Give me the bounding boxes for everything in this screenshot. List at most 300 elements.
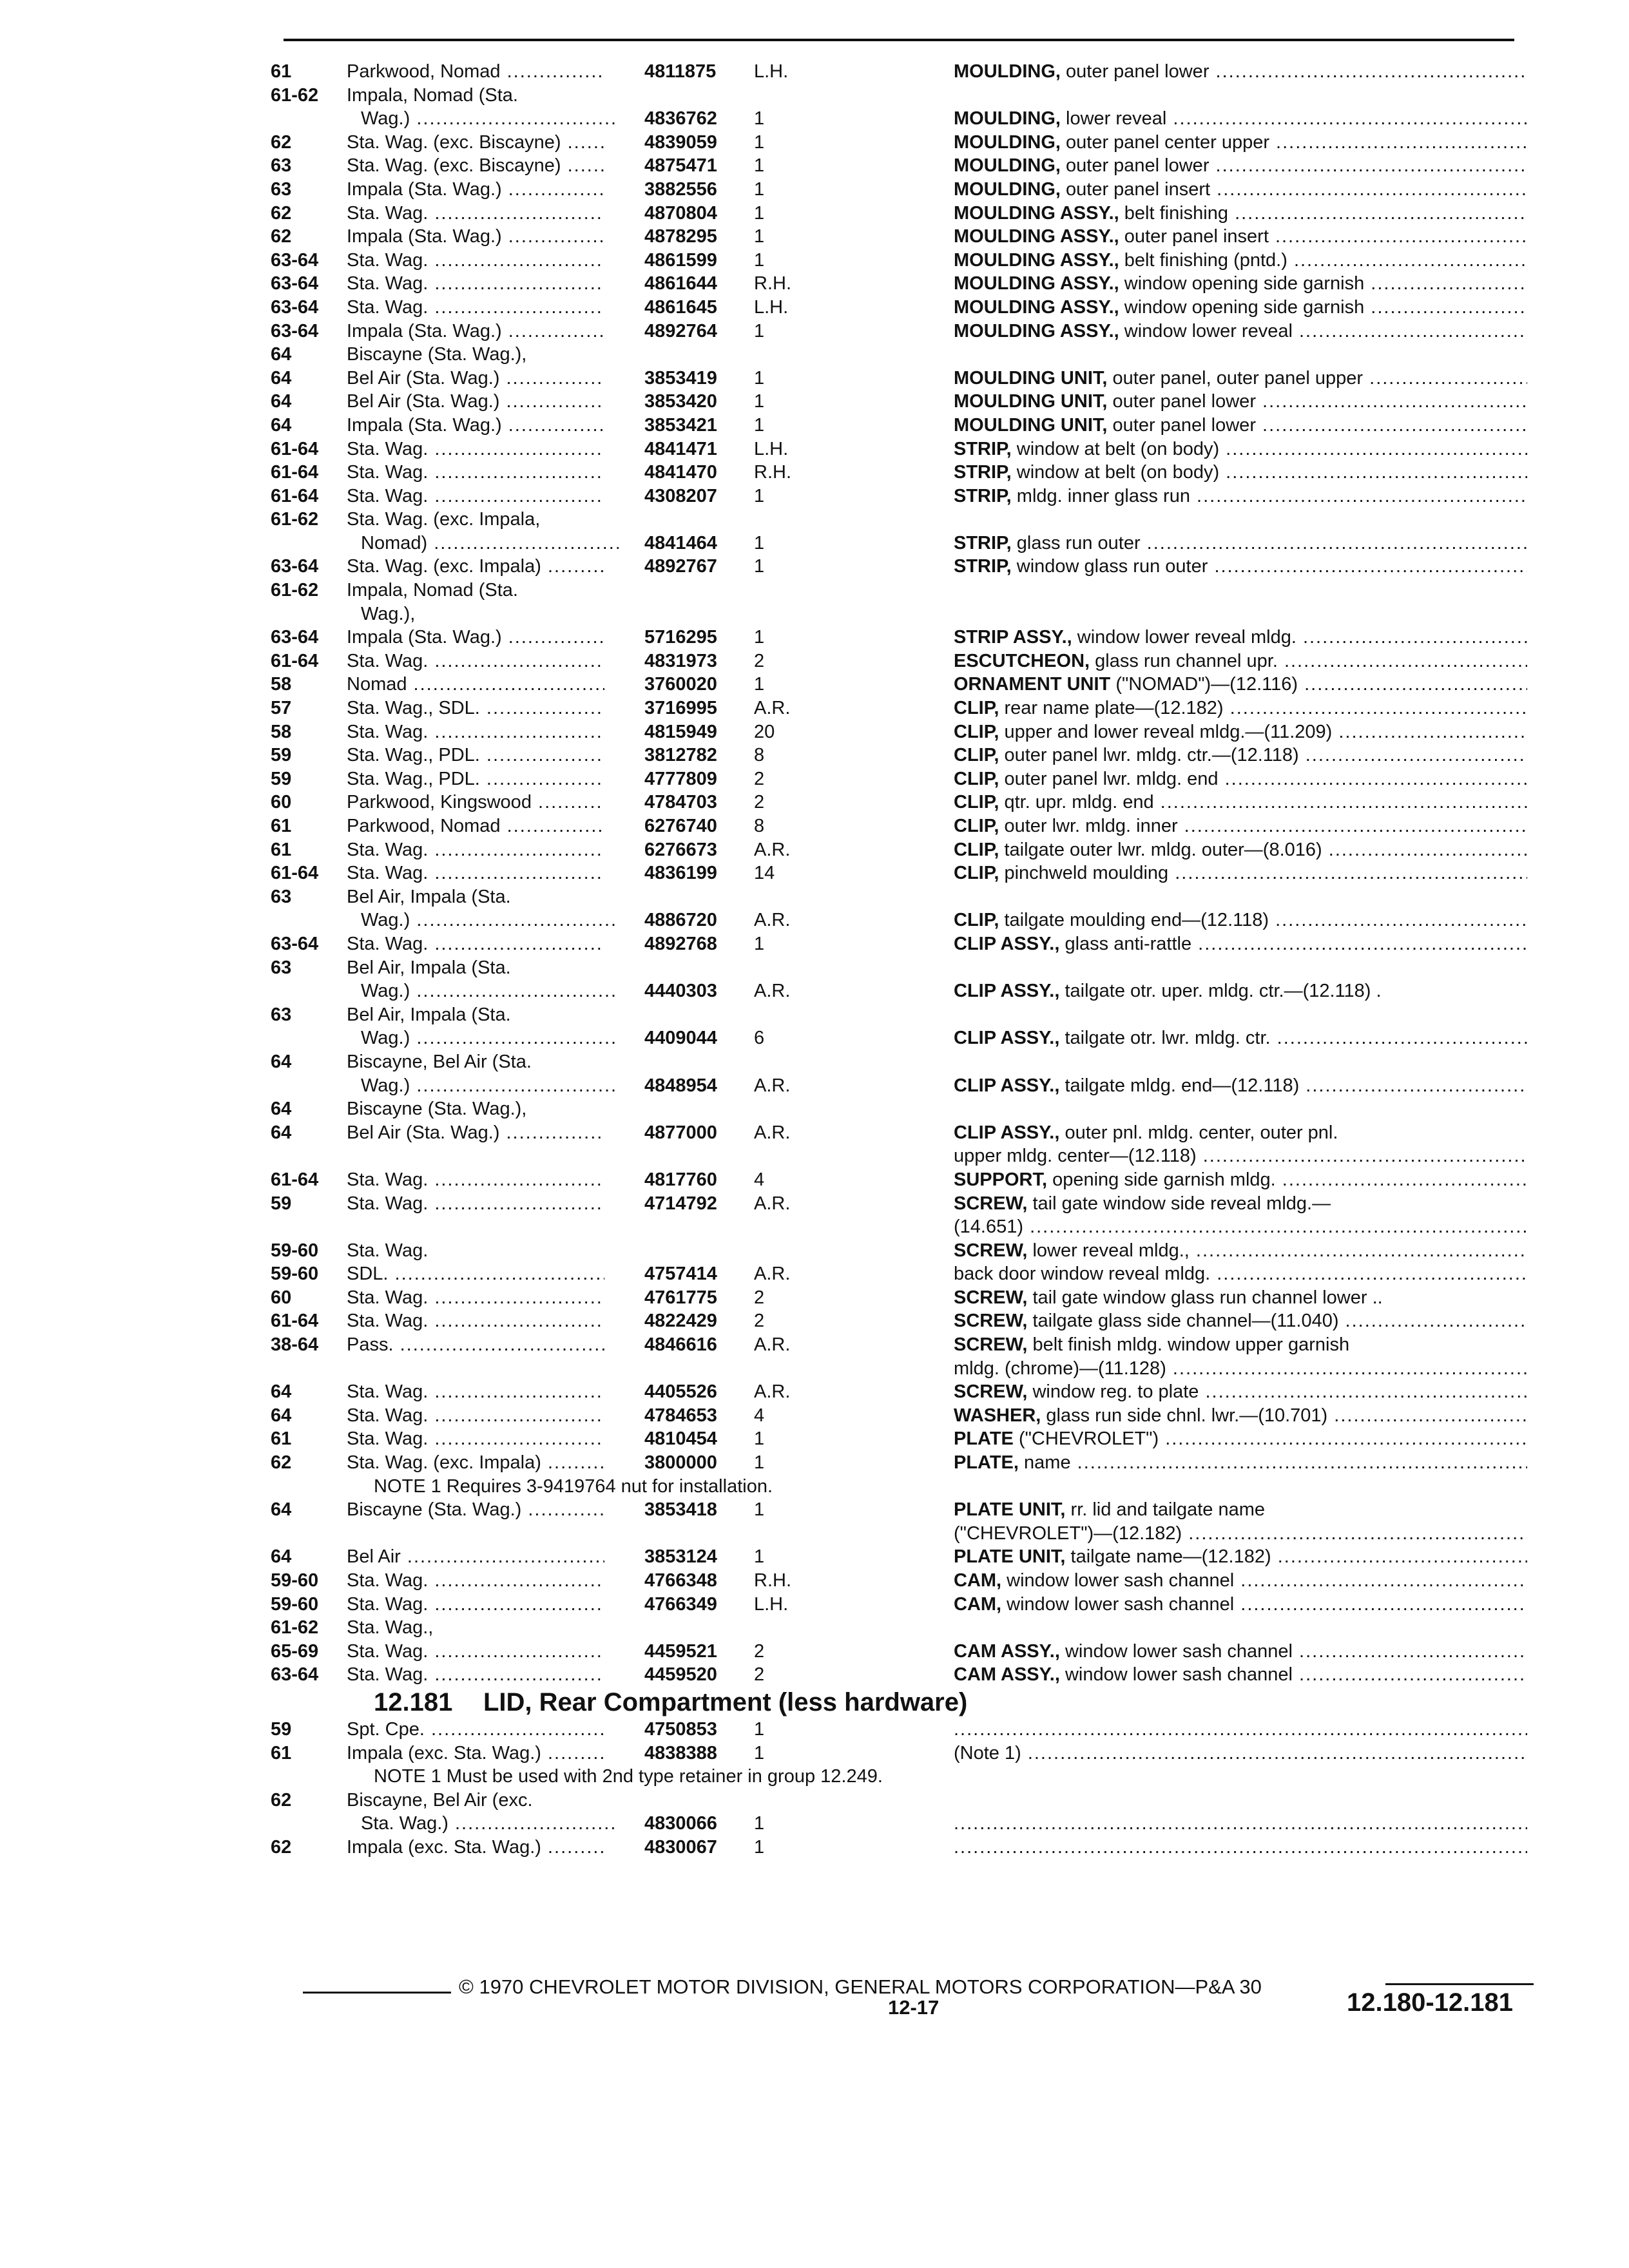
description-cell <box>954 1121 1527 1145</box>
description-cell <box>954 1309 1527 1333</box>
description-detail: tailgate otr. lwr. mldg. ctr. <box>1065 1028 1271 1049</box>
note-text: NOTE 1 Must be used with 2nd type retainer in group 12.249. <box>374 1766 883 1787</box>
description-cell <box>954 720 1527 744</box>
description-cell <box>954 1239 1527 1263</box>
table-row <box>271 1545 1527 1569</box>
quantity-cell: 2 <box>754 1664 765 1686</box>
footer-rule-right <box>1385 1983 1534 1985</box>
description-cell <box>954 1074 1527 1098</box>
description-detail: lower reveal <box>1066 108 1167 130</box>
part-number-cell: 6276673 <box>644 839 717 860</box>
description-cell <box>954 320 1527 343</box>
year-cell: 63-64 <box>271 296 319 318</box>
description-cell <box>954 390 1527 414</box>
parts-list <box>271 60 1527 1860</box>
model-cell: Wag.) ..... <box>361 1026 619 1050</box>
description-name: CLIP ASSY., <box>954 1075 1060 1096</box>
description-detail: tailgate name—(12.182) <box>1070 1546 1271 1568</box>
quantity-cell: 1 <box>754 1836 765 1858</box>
description-cell <box>954 1215 1527 1239</box>
top-rule <box>284 39 1514 41</box>
table-row <box>271 485 1527 508</box>
description-detail: outer pnl. mldg. center, outer pnl. <box>1065 1122 1338 1143</box>
description-name: CAM, <box>954 1593 1002 1615</box>
table-row <box>271 1026 1527 1050</box>
table-row <box>271 1380 1527 1404</box>
description-cell <box>954 1718 1527 1742</box>
quantity-cell: A.R. <box>754 1193 791 1214</box>
model-cell: Parkwood, Nomad ..... <box>347 60 604 84</box>
year-cell: 64 <box>271 1405 292 1426</box>
part-number-cell: 3853124 <box>644 1546 717 1568</box>
description-detail: window reg. to plate <box>1032 1381 1199 1403</box>
description-name: STRIP, <box>954 438 1012 459</box>
year-cell: 63-64 <box>271 933 319 954</box>
description-detail: belt finish mldg. window upper garnish <box>1032 1334 1350 1356</box>
description-name: MOULDING, <box>954 108 1061 130</box>
quantity-cell: 1 <box>754 1452 765 1474</box>
model-cell: Sta. Wag. (exc. Biscayne) ..... <box>347 154 604 178</box>
model-cell: Sta. Wag. <box>347 1240 429 1261</box>
table-row <box>271 1663 1527 1687</box>
description-name: CLIP, <box>954 745 999 766</box>
model-cell: Spt. Cpe. ..... <box>347 1718 604 1742</box>
model-cell: Bel Air, Impala (Sta. <box>347 1004 511 1025</box>
year-cell: 58 <box>271 674 292 695</box>
description-name: SCREW, <box>954 1193 1028 1214</box>
model-cell: Impala (exc. Sta. Wag.) ..... <box>347 1742 604 1765</box>
model-cell: Sta. Wag., PDL. ..... <box>347 767 604 791</box>
table-row <box>271 131 1527 155</box>
quantity-cell: 1 <box>754 1546 765 1568</box>
model-cell: Sta. Wag., PDL. ..... <box>347 744 604 767</box>
quantity-cell: 1 <box>754 485 765 506</box>
description-name: CAM ASSY., <box>954 1640 1060 1662</box>
description-cell <box>954 1026 1527 1050</box>
quantity-cell: 1 <box>754 367 765 389</box>
table-row <box>271 1522 1527 1546</box>
part-number-cell: 4817760 <box>644 1169 717 1190</box>
table-row <box>271 437 1527 461</box>
description-cell <box>954 1836 1527 1860</box>
model-cell: Sta. Wag. ..... <box>347 249 604 273</box>
part-number-cell: 4877000 <box>644 1122 717 1143</box>
description-detail: mldg. (chrome)—(11.128) <box>954 1358 1166 1379</box>
year-cell: 58 <box>271 721 292 742</box>
part-number-cell: 4861645 <box>644 296 717 318</box>
table-row <box>271 1498 1527 1522</box>
description-cell <box>954 1404 1527 1428</box>
year-cell: 61 <box>271 61 292 82</box>
table-row <box>271 1239 1527 1263</box>
quantity-cell: A.R. <box>754 1264 791 1285</box>
description-detail: window lower sash channel <box>1007 1570 1235 1591</box>
model-cell: Bel Air (Sta. Wag.) ..... <box>347 390 604 414</box>
part-number-cell: 4810454 <box>644 1428 717 1450</box>
description-detail: tailgate glass side channel—(11.040) <box>1032 1311 1339 1332</box>
model-cell: Sta. Wag., SDL. ..... <box>347 697 604 720</box>
description-detail: ("CHEVROLET") <box>1018 1428 1159 1450</box>
description-name: CAM ASSY., <box>954 1664 1060 1686</box>
part-number-cell: 4841471 <box>644 438 717 459</box>
description-cell <box>954 1545 1527 1569</box>
table-row <box>271 249 1527 273</box>
table-row <box>271 602 1527 626</box>
description-cell <box>954 1286 1527 1310</box>
description-name: ORNAMENT UNIT <box>954 674 1111 695</box>
description-name: PLATE, <box>954 1452 1019 1474</box>
part-number-cell: 4761775 <box>644 1287 717 1308</box>
year-cell: 57 <box>271 698 292 719</box>
description-detail: window lower sash channel <box>1065 1664 1293 1686</box>
description-cell <box>954 437 1527 461</box>
quantity-cell: A.R. <box>754 698 791 719</box>
quantity-cell: R.H. <box>754 462 791 483</box>
description-name: STRIP, <box>954 532 1012 553</box>
table-row <box>271 626 1527 649</box>
year-cell: 59 <box>271 1193 292 1214</box>
description-name: MOULDING, <box>954 178 1061 200</box>
model-cell: Sta. Wag. ..... <box>347 720 604 744</box>
year-cell: 63-64 <box>271 556 319 577</box>
description-detail: tailgate otr. uper. mldg. ctr.—(12.118) . <box>1065 981 1382 1002</box>
quantity-cell: 2 <box>754 1287 765 1308</box>
table-row <box>271 1121 1527 1145</box>
year-cell: 61-64 <box>271 438 319 459</box>
table-row <box>271 414 1527 437</box>
part-number-cell: 3853421 <box>644 414 717 436</box>
description-detail: window glass run outer <box>1016 556 1208 577</box>
description-cell <box>954 555 1527 579</box>
quantity-cell: A.R. <box>754 839 791 860</box>
description-detail: belt finishing <box>1124 202 1229 224</box>
part-number-cell: 4440303 <box>644 981 717 1002</box>
description-cell <box>954 838 1527 862</box>
model-cell: Wag.) ..... <box>361 107 619 131</box>
part-number-cell: 4892768 <box>644 933 717 954</box>
description-detail: window at belt (on body) <box>1016 438 1220 459</box>
description-cell <box>954 697 1527 720</box>
year-cell: 64 <box>271 1122 292 1143</box>
part-number-cell: 4766349 <box>644 1593 717 1615</box>
quantity-cell: A.R. <box>754 1122 791 1143</box>
table-row <box>271 673 1527 697</box>
table-row <box>271 1404 1527 1428</box>
table-row <box>271 1357 1527 1381</box>
description-name: CLIP ASSY., <box>954 933 1060 954</box>
table-row <box>271 649 1527 673</box>
description-cell <box>954 202 1527 226</box>
part-number-cell: 4861644 <box>644 273 717 294</box>
quantity-cell: A.R. <box>754 1334 791 1356</box>
description-detail: outer panel lower <box>1112 414 1256 436</box>
table-row <box>271 1812 1527 1836</box>
description-detail: tailgate moulding end—(12.118) <box>1004 910 1269 931</box>
description-detail: tail gate window glass run channel lower .. <box>1032 1287 1383 1308</box>
part-number-cell: 3853418 <box>644 1499 717 1521</box>
description-detail: window lower reveal <box>1124 320 1293 341</box>
table-row <box>271 555 1527 579</box>
year-cell: 62 <box>271 202 292 224</box>
model-cell: SDL. ..... <box>347 1262 604 1286</box>
part-number-cell: 4848954 <box>644 1075 717 1096</box>
year-cell: 64 <box>271 1499 292 1521</box>
year-cell: 62 <box>271 1789 292 1811</box>
quantity-cell: 8 <box>754 745 765 766</box>
model-cell: Sta. Wag. ..... <box>347 1640 604 1664</box>
year-cell: 59-60 <box>271 1593 319 1615</box>
quantity-cell: L.H. <box>754 1593 789 1615</box>
description-cell <box>954 60 1527 84</box>
year-cell: 61-64 <box>271 485 319 506</box>
description-detail: (14.651) <box>954 1216 1024 1238</box>
description-detail: window at belt (on body) <box>1016 462 1220 483</box>
year-cell: 64 <box>271 344 292 365</box>
quantity-cell: L.H. <box>754 438 789 459</box>
quantity-cell: 1 <box>754 933 765 954</box>
quantity-cell: 1 <box>754 1742 765 1763</box>
model-cell: Biscayne (Sta. Wag.) ..... <box>347 1498 604 1522</box>
description-cell <box>954 767 1527 791</box>
table-row <box>271 1074 1527 1098</box>
description-cell <box>954 1569 1527 1593</box>
description-name: STRIP, <box>954 556 1012 577</box>
description-detail: belt finishing (pntd.) <box>1124 249 1287 271</box>
year-cell: 63 <box>271 1004 292 1025</box>
quantity-cell: 6 <box>754 1028 765 1049</box>
quantity-cell: 1 <box>754 627 765 648</box>
quantity-cell: R.H. <box>754 273 791 294</box>
description-name: SUPPORT, <box>954 1169 1048 1190</box>
model-cell: Bel Air, Impala (Sta. <box>347 886 511 907</box>
year-cell: 62 <box>271 1452 292 1474</box>
part-number-cell: 4839059 <box>644 131 717 153</box>
description-detail: lower reveal mldg., <box>1032 1240 1190 1261</box>
part-number-cell: 3853419 <box>644 367 717 389</box>
description-cell <box>954 107 1527 131</box>
part-number-cell: 3853420 <box>644 391 717 412</box>
part-number-cell: 4784653 <box>644 1405 717 1426</box>
model-cell: Bel Air (Sta. Wag.) ..... <box>347 367 604 390</box>
table-row <box>271 908 1527 932</box>
description-name: MOULDING UNIT, <box>954 367 1108 389</box>
year-cell: 63-64 <box>271 1664 319 1686</box>
table-row <box>271 178 1527 202</box>
description-cell <box>954 1522 1527 1546</box>
quantity-cell: 1 <box>754 556 765 577</box>
year-cell: 61 <box>271 839 292 860</box>
part-number-cell: 4822429 <box>644 1311 717 1332</box>
description-detail: upper mldg. center—(12.118) <box>954 1146 1197 1167</box>
model-cell: Wag.) ..... <box>361 979 619 1003</box>
model-cell: Impala, Nomad (Sta. <box>347 84 518 106</box>
description-detail: glass run outer <box>1016 532 1141 553</box>
description-cell <box>954 932 1527 956</box>
quantity-cell: 2 <box>754 650 765 671</box>
table-row <box>271 956 1527 980</box>
description-name: CLIP ASSY., <box>954 1122 1060 1143</box>
part-number-cell: 3716995 <box>644 698 717 719</box>
table-row <box>271 320 1527 343</box>
quantity-cell: 8 <box>754 816 765 836</box>
part-number-cell: 4777809 <box>644 768 717 789</box>
year-cell: 61-64 <box>271 863 319 884</box>
year-cell: 61 <box>271 1742 292 1763</box>
description-detail: upper and lower reveal mldg.—(11.209) <box>1004 721 1333 742</box>
description-cell <box>954 367 1527 390</box>
description-name: MOULDING, <box>954 131 1061 153</box>
description-cell <box>954 532 1527 555</box>
description-detail: window opening side garnish <box>1124 273 1365 294</box>
description-name: STRIP, <box>954 462 1012 483</box>
model-cell: Nomad) ..... <box>361 532 619 555</box>
description-detail: rear name plate—(12.182) <box>1004 698 1224 719</box>
model-cell: Sta. Wag. ..... <box>347 272 604 296</box>
table-row <box>271 1593 1527 1617</box>
description-name: PLATE <box>954 1428 1014 1450</box>
model-cell: Sta. Wag. ..... <box>347 1380 604 1404</box>
year-cell: 64 <box>271 414 292 436</box>
model-cell: Biscayne, Bel Air (exc. <box>347 1789 533 1811</box>
model-cell: Sta. Wag. ..... <box>347 649 604 673</box>
table-row <box>271 1451 1527 1475</box>
model-cell: Impala (exc. Sta. Wag.) ..... <box>347 1836 604 1860</box>
table-row <box>271 1192 1527 1216</box>
quantity-cell: A.R. <box>754 1075 791 1096</box>
model-cell: Sta. Wag. (exc. Biscayne) ..... <box>347 131 604 155</box>
description-cell <box>954 272 1527 296</box>
description-name: SCREW, <box>954 1381 1028 1403</box>
section-number: 12.181 <box>374 1687 453 1716</box>
table-row <box>271 225 1527 249</box>
table-row <box>271 343 1527 367</box>
model-cell: Sta. Wag. (exc. Impala, <box>347 509 541 530</box>
table-row <box>271 861 1527 885</box>
quantity-cell: A.R. <box>754 1381 791 1403</box>
model-cell: Sta. Wag., <box>347 1617 434 1639</box>
model-cell: Wag.) ..... <box>361 908 619 932</box>
description-name: MOULDING ASSY., <box>954 249 1119 271</box>
footer-copyright: © 1970 CHEVROLET MOTOR DIVISION, GENERAL MOTORS CORPORATION—P&A 30 <box>459 1975 1262 1998</box>
year-cell: 61-62 <box>271 509 319 530</box>
description-name: SCREW, <box>954 1334 1028 1356</box>
part-number-cell: 4841464 <box>644 532 717 553</box>
description-cell <box>954 178 1527 202</box>
model-cell: Biscayne (Sta. Wag.), <box>347 344 527 365</box>
description-cell <box>954 1812 1527 1836</box>
quantity-cell: 4 <box>754 1405 765 1426</box>
year-cell: 62 <box>271 131 292 153</box>
table-row <box>271 1262 1527 1286</box>
description-detail: mldg. inner glass run <box>1016 485 1190 506</box>
description-detail: outer panel insert <box>1066 178 1211 200</box>
table-row <box>271 272 1527 296</box>
description-detail: outer lwr. mldg. inner <box>1004 816 1178 836</box>
quantity-cell: 1 <box>754 674 765 695</box>
quantity-cell: L.H. <box>754 61 789 82</box>
table-row <box>271 154 1527 178</box>
year-cell: 62 <box>271 1836 292 1858</box>
quantity-cell: 2 <box>754 792 765 813</box>
description-cell <box>954 744 1527 767</box>
note-row <box>271 1475 1527 1499</box>
year-cell: 63-64 <box>271 627 319 648</box>
table-row <box>271 1569 1527 1593</box>
model-cell: Impala (Sta. Wag.) ..... <box>347 414 604 437</box>
table-row <box>271 979 1527 1003</box>
description-name: SCREW, <box>954 1240 1028 1261</box>
year-cell: 61-62 <box>271 580 319 601</box>
description-name: MOULDING ASSY., <box>954 273 1119 294</box>
table-row <box>271 1144 1527 1168</box>
part-number-cell: 4766348 <box>644 1570 717 1591</box>
quantity-cell: 1 <box>754 249 765 271</box>
part-number-cell: 4836762 <box>644 108 717 130</box>
description-cell <box>954 908 1527 932</box>
quantity-cell: 4 <box>754 1169 765 1190</box>
description-cell <box>954 1593 1527 1617</box>
description-name: MOULDING ASSY., <box>954 320 1119 341</box>
quantity-cell: A.R. <box>754 910 791 931</box>
part-number-cell: 5716295 <box>644 627 717 648</box>
section-title: LID, Rear Compartment (less hardware) <box>483 1687 968 1716</box>
part-number-cell: 6276740 <box>644 816 717 836</box>
model-cell: Sta. Wag. ..... <box>347 437 604 461</box>
quantity-cell: 1 <box>754 1718 765 1740</box>
description-detail: opening side garnish mldg. <box>1052 1169 1276 1190</box>
description-cell <box>954 485 1527 508</box>
part-number-cell: 3760020 <box>644 674 717 695</box>
year-cell: 63 <box>271 886 292 907</box>
model-cell: Sta. Wag. ..... <box>347 838 604 862</box>
description-cell <box>954 791 1527 814</box>
description-cell <box>954 1144 1527 1168</box>
year-cell: 64 <box>271 1051 292 1072</box>
year-cell: 63-64 <box>271 249 319 271</box>
part-number-cell: 4831973 <box>644 650 717 671</box>
description-detail: window lower sash channel <box>1065 1640 1293 1662</box>
year-cell: 59 <box>271 768 292 789</box>
part-number-cell: 4409044 <box>644 1028 717 1049</box>
year-cell: 60 <box>271 792 292 813</box>
model-cell: Biscayne (Sta. Wag.), <box>347 1099 527 1120</box>
table-row <box>271 1215 1527 1239</box>
description-name: CLIP, <box>954 910 999 931</box>
quantity-cell: 1 <box>754 1428 765 1450</box>
note-row <box>271 1765 1527 1789</box>
description-cell <box>954 1742 1527 1765</box>
description-detail: outer panel lower <box>1066 155 1210 177</box>
description-detail: ("CHEVROLET")—(12.182) <box>954 1523 1182 1544</box>
model-cell: Sta. Wag. ..... <box>347 1427 604 1451</box>
model-cell: Pass. ..... <box>347 1333 604 1357</box>
table-row <box>271 885 1527 909</box>
year-cell: 61-64 <box>271 1311 319 1332</box>
description-detail: outer panel insert <box>1124 226 1269 247</box>
description-detail: window lower sash channel <box>1007 1593 1235 1615</box>
year-cell: 59-60 <box>271 1264 319 1285</box>
part-number-cell: 3812782 <box>644 745 717 766</box>
quantity-cell: R.H. <box>754 1570 791 1591</box>
description-name: CAM, <box>954 1570 1002 1591</box>
description-detail: (Note 1) <box>954 1742 1021 1763</box>
model-cell: Bel Air, Impala (Sta. <box>347 957 511 978</box>
year-cell: 63-64 <box>271 320 319 341</box>
table-row <box>271 390 1527 414</box>
description-cell <box>954 131 1527 155</box>
description-cell <box>954 1333 1527 1357</box>
description-name: MOULDING UNIT, <box>954 391 1108 412</box>
